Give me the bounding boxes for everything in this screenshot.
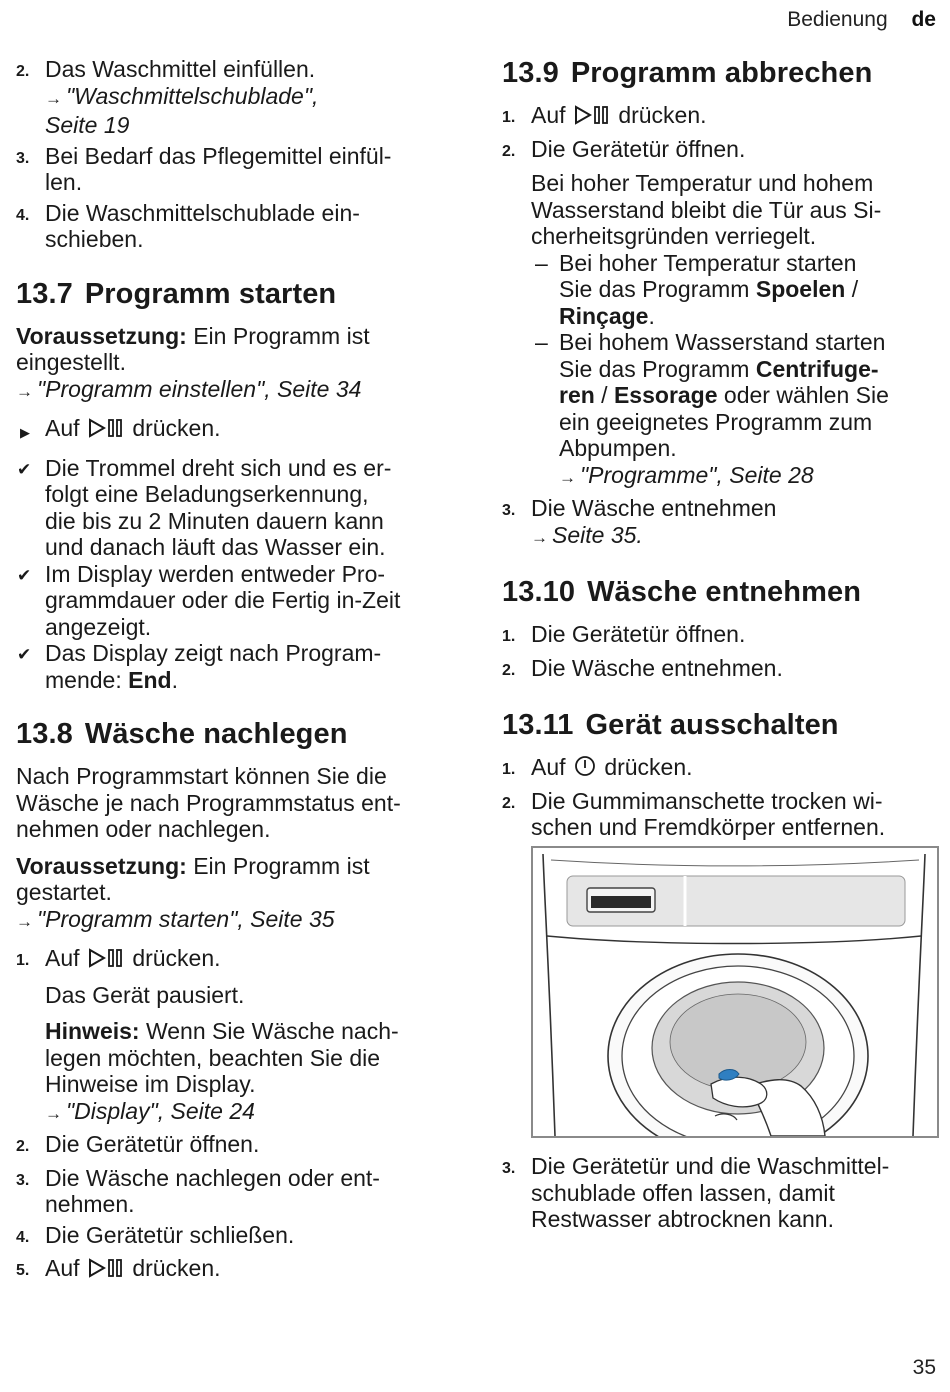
program-name-spoelen: Spoelen xyxy=(755,276,846,302)
step-number: 1. xyxy=(502,761,516,778)
prerequisite-label: Voraussetzung: xyxy=(16,852,187,879)
step-item: 4. Die Gerätetür schließen. xyxy=(16,1222,456,1252)
section-heading-13-9: 13.9 Programm abbrechen xyxy=(502,57,873,89)
arrow-icon: → xyxy=(45,88,62,108)
section-heading-13-7: 13.7 Programm starten xyxy=(16,277,337,310)
step-after-illustration xyxy=(502,1153,938,1233)
display-value-end: End xyxy=(128,666,172,693)
check-icon: ✔ xyxy=(17,459,32,479)
cross-reference-page[interactable]: Seite 19 xyxy=(45,112,130,138)
prerequisite: Voraussetzung: Ein Programm ist xyxy=(16,322,370,349)
header-language: de xyxy=(911,8,936,31)
cross-reference[interactable]: → "Programme", Seite 28 xyxy=(559,461,814,488)
prerequisite: Voraussetzung: Ein Programm ist xyxy=(16,852,370,879)
program-name-rincage: Rinçage xyxy=(559,302,649,329)
header-section: Bedienung xyxy=(787,8,888,31)
result-item: ✔ Die Trommel dreht sich und es er- folgt eine Beladungserkennung, die bis zu 2 Minuten dauern kann und danach läuft das Wasser ein. xyxy=(17,454,392,560)
start-pause-icon xyxy=(574,104,610,131)
step-result: Das Gerät pausiert. xyxy=(45,981,245,1008)
step-number: 1. xyxy=(16,952,30,969)
washing-machine-illustration xyxy=(531,846,939,1138)
step-number: 2. xyxy=(502,142,516,160)
cross-reference[interactable]: → Seite 35. xyxy=(531,521,643,548)
note-label: Hinweis: xyxy=(45,1018,140,1044)
step-item: 1. Die Gerätetür öffnen. xyxy=(502,621,938,651)
step-text: len. xyxy=(45,169,83,195)
cross-reference[interactable]: → "Programm starten", Seite 35 xyxy=(16,905,335,932)
step-number: 2. xyxy=(502,794,516,812)
step-number: 1. xyxy=(502,109,516,126)
arrow-icon: → xyxy=(16,381,33,401)
step-item xyxy=(16,143,456,196)
result-item: ✔ Das Display zeigt nach Program- mende: End. xyxy=(17,640,382,693)
result-item: ✔ Im Display werden entweder Pro- grammdauer oder die Fertig in-Zeit angezeigt. xyxy=(17,560,401,640)
program-name-essorage: Essorage xyxy=(613,382,718,408)
step-number: 2. xyxy=(16,63,30,80)
washing-machine-drawing xyxy=(533,848,937,1136)
step-item xyxy=(16,56,456,139)
step-number: 4. xyxy=(16,206,30,224)
step-item: 2. Die Gummimanschette trocken wi- schen und Fremdkörper entfernen. xyxy=(502,787,886,840)
step-number: 3. xyxy=(502,502,516,519)
step-item: 2. Die Gerätetür öffnen. xyxy=(16,1131,456,1161)
prerequisite-text: gestartet. xyxy=(16,879,112,905)
check-icon: ✔ xyxy=(17,565,32,585)
step-number: 1. xyxy=(502,628,516,645)
step-item xyxy=(16,200,456,253)
step-item: 5. Auf drücken. xyxy=(16,1255,456,1285)
section-intro: Nach Programmstart können Sie die Wäsche je nach Programmstatus ent- nehmen oder nachlegen. xyxy=(16,763,401,842)
left-column xyxy=(16,56,456,1285)
prerequisite-text: eingestellt. xyxy=(16,349,126,375)
step-item: 3. Die Gerätetür und die Waschmittel- schublade offen lassen, damit Restwasser abtrocknen kann. xyxy=(502,1153,890,1232)
program-name-centrifugeren: Centrifuge- xyxy=(755,355,879,382)
start-pause-icon xyxy=(88,1257,124,1284)
action-triangle-icon: ▶ xyxy=(20,425,30,440)
step-info: Bei hoher Temperatur und hohem Wasserstand bleibt die Tür aus Si- cherheitsgründen verriegelt. xyxy=(531,170,882,249)
arrow-icon: → xyxy=(45,1103,62,1123)
arrow-icon: → xyxy=(559,467,576,487)
step-text: Die Waschmittelschublade ein- xyxy=(45,199,360,226)
section-heading-13-11: 13.11 Gerät ausschalten xyxy=(502,709,839,741)
step-number: 2. xyxy=(16,1138,30,1155)
step-number: 4. xyxy=(16,1228,30,1246)
dash-marker: – xyxy=(535,249,548,276)
arrow-icon: → xyxy=(531,527,548,547)
step-item: 2. Die Gerätetür öffnen. Bei hoher Temperatur und hohem Wasserstand bleibt die Tür aus Si- cherheitsgründen verriegelt. – Bei hoher Temperatur starten Sie das Programm Spoelen / Rinçage. – Bei hohem Wasserstand starten Sie das Programm Centrifuge- ren / Essorage oder wählen Sie ein geeignetes Programm zum Abpumpen. → "Programme", Seite 28 xyxy=(502,136,938,492)
cross-reference[interactable]: → "Waschmittelschublade", xyxy=(45,82,319,109)
dash-item: – Bei hohem Wasserstand starten Sie das Programm Centrifuge- ren / Essorage oder wählen Sie ein geeignetes Programm zum Abpumpen. → "Programme", Seite 28 xyxy=(531,329,938,491)
section-heading-13-8: 13.8 Wäsche nachlegen xyxy=(16,718,348,750)
step-text: Das Waschmittel einfüllen. xyxy=(45,56,316,82)
cross-reference[interactable]: → "Programm einstellen", Seite 34 xyxy=(16,375,362,402)
start-pause-icon xyxy=(88,417,124,444)
action-item: ▶ Auf drücken. xyxy=(16,415,456,447)
right-column xyxy=(502,56,938,841)
step-number: 5. xyxy=(16,1262,30,1279)
section-heading-13-10: 13.10 Wäsche entnehmen xyxy=(502,576,862,608)
step-item: 1. Auf drücken. Das Gerät pausiert. Hinweis: Wenn Sie Wäsche nach- legen möchten, beachten Sie die Hinweise im Display. → "Display", Seite 24 xyxy=(16,945,456,1127)
check-icon: ✔ xyxy=(17,645,32,664)
step-item: 1. Auf drücken. xyxy=(502,754,938,784)
step-text: schieben. xyxy=(45,226,144,252)
step-number: 3. xyxy=(16,1171,30,1189)
dash-item: – Bei hoher Temperatur starten Sie das Programm Spoelen / Rinçage. xyxy=(531,250,938,330)
step-number: 2. xyxy=(502,661,516,679)
note: Hinweis: Wenn Sie Wäsche nach- legen möchten, beachten Sie die Hinweise im Display. → "Display", Seite 24 xyxy=(45,1018,456,1127)
arrow-icon: → xyxy=(16,911,33,931)
power-icon xyxy=(574,755,596,783)
step-text: Bei Bedarf das Pflegemittel einfül- xyxy=(45,142,392,169)
page-number: 35 xyxy=(912,1356,936,1379)
step-number: 3. xyxy=(16,149,30,167)
page-header xyxy=(787,8,936,32)
step-item: 3. Die Wäsche nachlegen oder ent- nehmen. xyxy=(16,1164,380,1217)
step-item: 1. Auf drücken. xyxy=(502,102,938,132)
step-item: 3. Die Wäsche entnehmen → Seite 35. xyxy=(502,495,938,551)
cross-reference[interactable]: → "Display", Seite 24 xyxy=(45,1097,255,1124)
dash-marker: – xyxy=(535,329,548,355)
step-item: 2. Die Wäsche entnehmen. xyxy=(502,655,938,685)
start-pause-icon xyxy=(88,947,124,974)
prerequisite-label: Voraussetzung: xyxy=(16,322,187,349)
step-number: 3. xyxy=(502,1160,516,1177)
